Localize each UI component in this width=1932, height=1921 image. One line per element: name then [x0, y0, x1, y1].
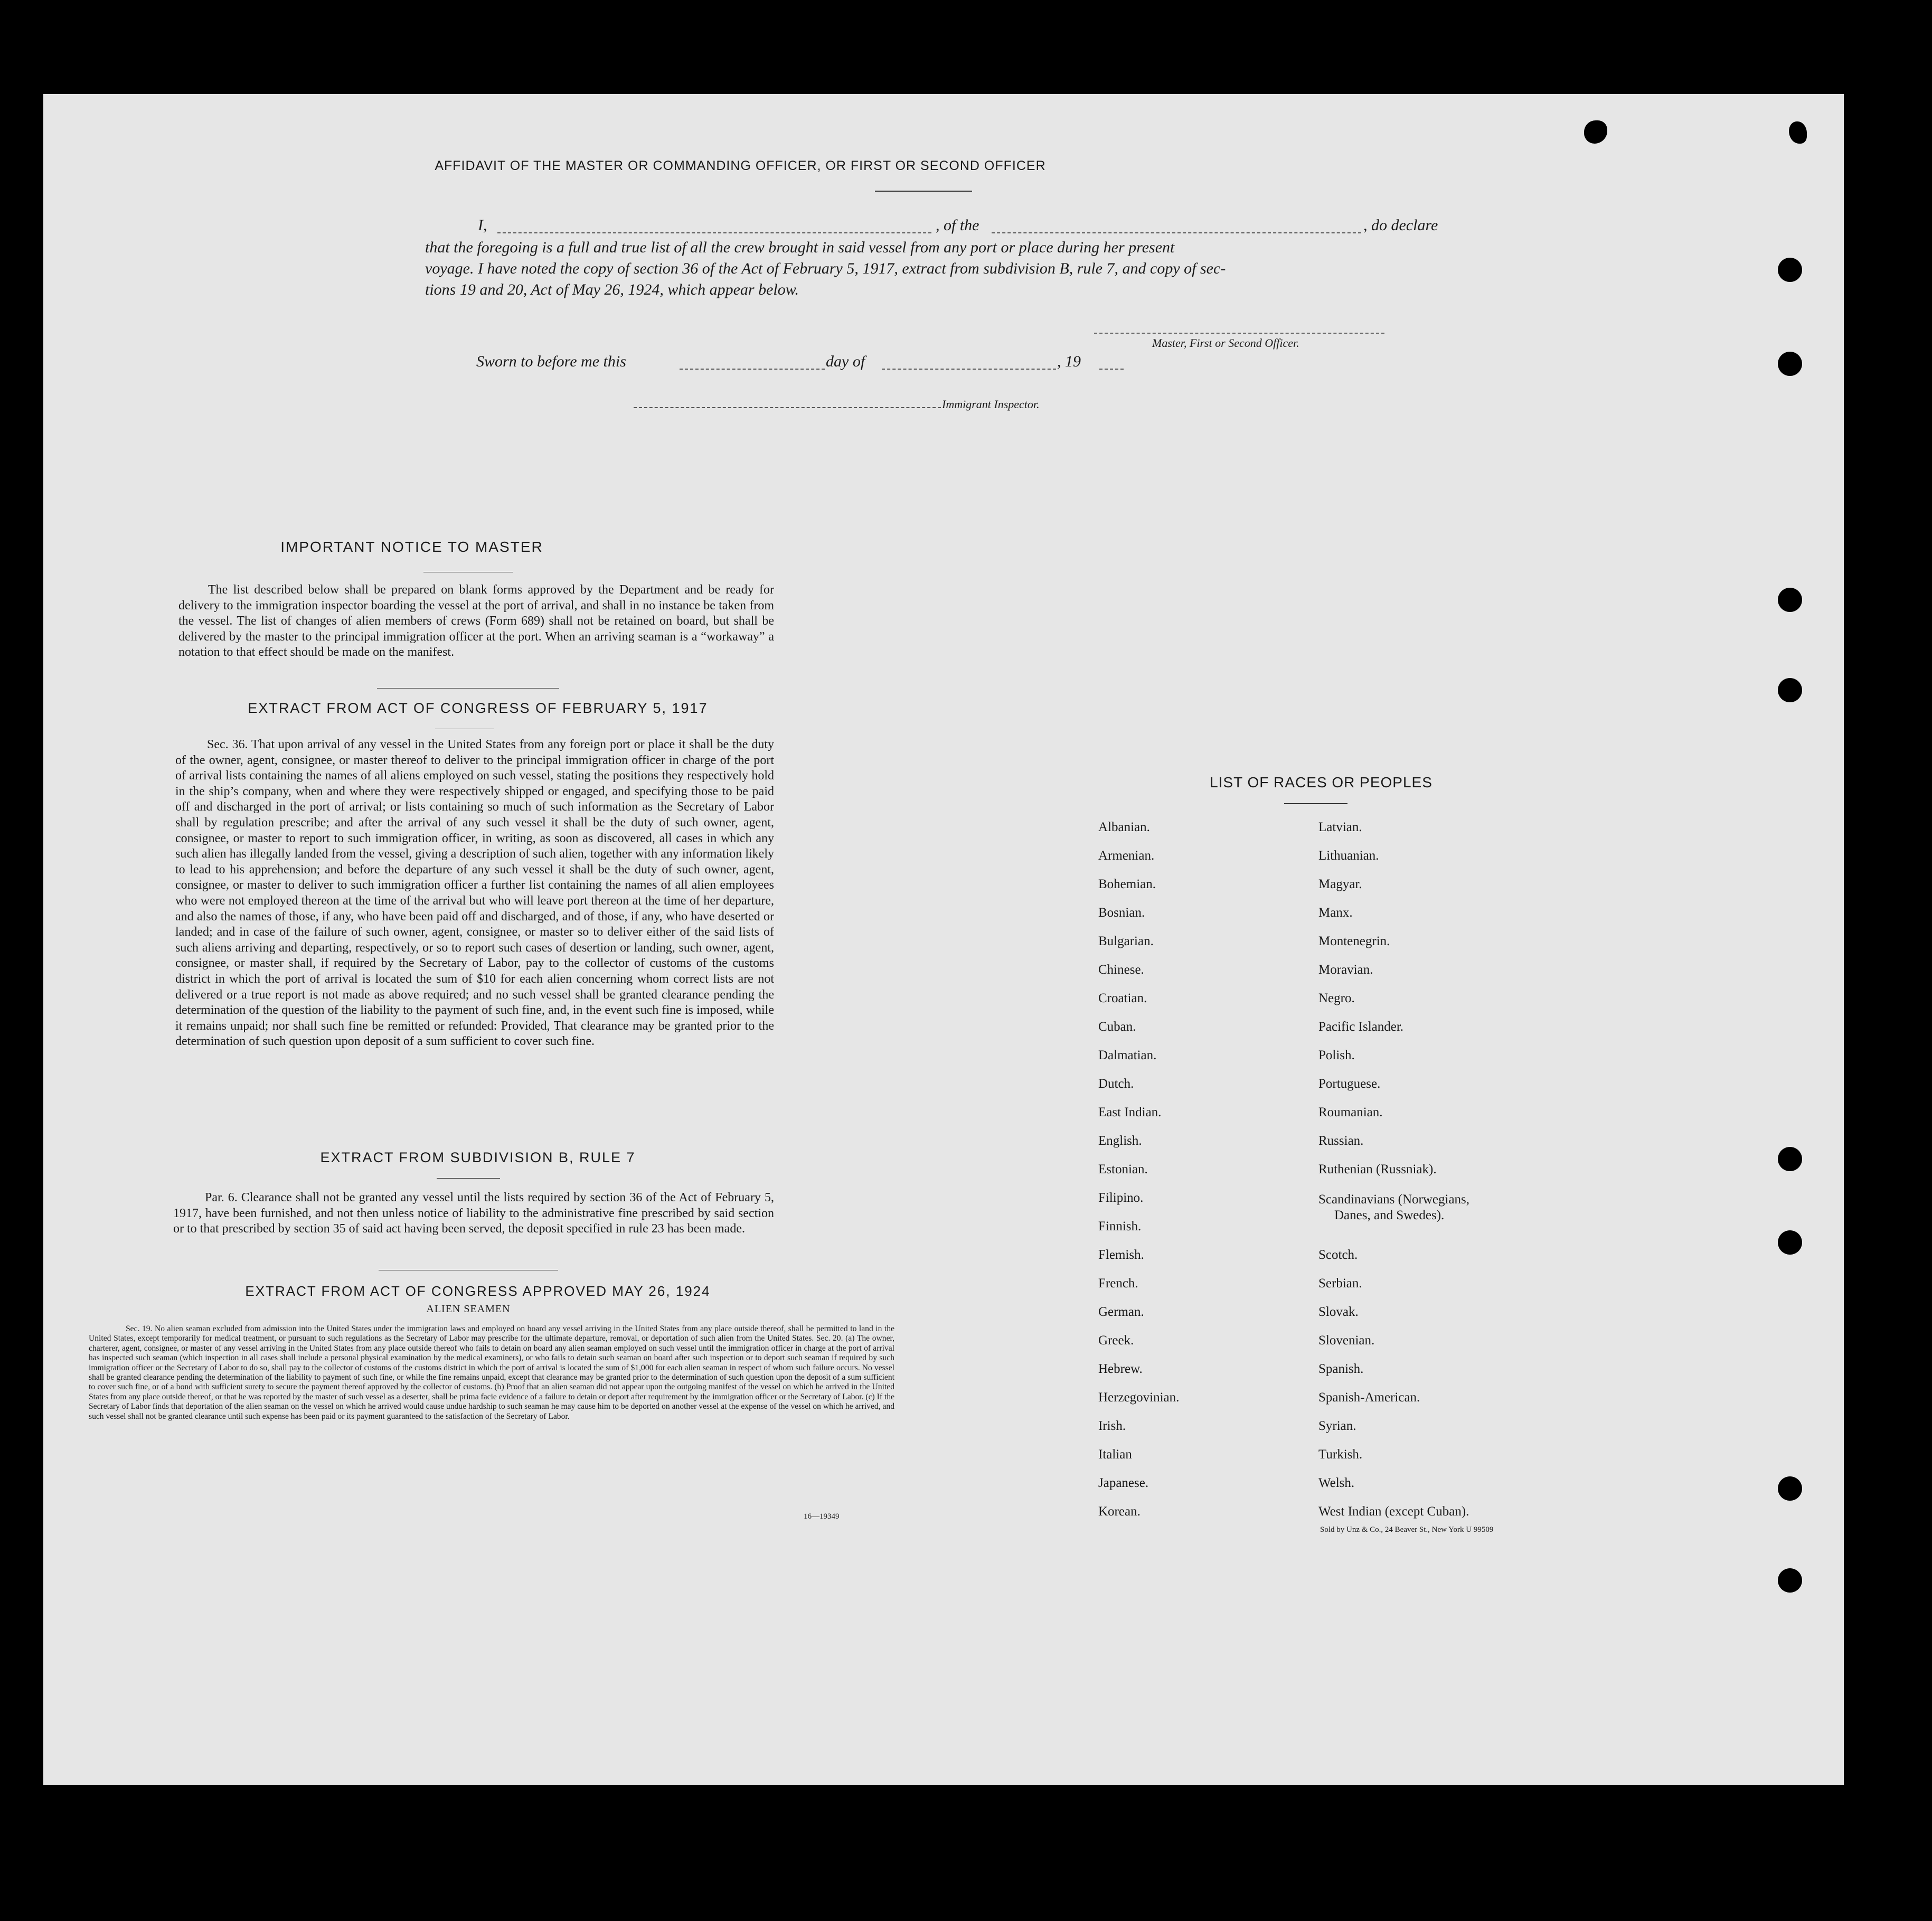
race-item: East Indian.: [1098, 1105, 1162, 1119]
race-item: Latvian.: [1318, 820, 1362, 834]
race-item: French.: [1098, 1276, 1138, 1291]
race-item: Lithuanian.: [1318, 849, 1379, 863]
race-item: Hebrew.: [1098, 1362, 1143, 1376]
race-item: Montenegrin.: [1318, 934, 1390, 948]
extract-rule7-text: Par. 6. Clearance shall not be granted any vessel until the lists required by section 36 of the Act of February 5, 1917, have been furnished, and not then unless notice of liability to the administrative fine prescribed by said section or to that prescribed by section 35 of said act having been served, the deposit specified in rule 23 has been made.: [173, 1191, 774, 1236]
race-item: Albanian.: [1098, 820, 1150, 834]
race-item: Flemish.: [1098, 1248, 1144, 1262]
title-rule: [875, 191, 972, 192]
punch-hole: [1778, 258, 1802, 282]
race-item: Armenian.: [1098, 849, 1155, 863]
name-blank[interactable]: [497, 232, 931, 233]
race-item: Dalmatian.: [1098, 1048, 1157, 1062]
race-item: Syrian.: [1318, 1419, 1356, 1433]
race-item: Slovak.: [1318, 1305, 1359, 1319]
race-item: Moravian.: [1318, 963, 1373, 977]
extract-1924-title: EXTRACT FROM ACT OF CONGRESS APPROVED MAY 26, 1924: [245, 1283, 711, 1299]
race-item: Roumanian.: [1318, 1105, 1383, 1119]
race-item: German.: [1098, 1305, 1144, 1319]
race-item: Dutch.: [1098, 1077, 1134, 1091]
race-item: Filipino.: [1098, 1191, 1144, 1205]
race-item: Irish.: [1098, 1419, 1126, 1433]
affidavit-line-4: tions 19 and 20, Act of May 26, 1924, which appear below.: [425, 281, 799, 298]
race-item: Scotch.: [1318, 1248, 1358, 1262]
race-item: Slovenian.: [1318, 1333, 1375, 1348]
affidavit-line-3: voyage. I have noted the copy of section 36 of the Act of February 5, 1917, extract from subdivision B, rule 7, and copy of sec-: [425, 260, 1226, 277]
races-rule: [1284, 803, 1347, 804]
punch-hole: [1778, 1568, 1802, 1593]
race-item: Japanese.: [1098, 1476, 1149, 1490]
race-item: Cuban.: [1098, 1020, 1136, 1034]
document-page: [43, 94, 1844, 1785]
notice-title: IMPORTANT NOTICE TO MASTER: [280, 539, 543, 555]
race-item: Estonian.: [1098, 1162, 1148, 1176]
punch-hole: [1778, 1147, 1802, 1171]
sworn-year-blank[interactable]: [1099, 369, 1124, 370]
race-item: Herzegovinian.: [1098, 1390, 1180, 1405]
race-item: Pacific Islander.: [1318, 1020, 1404, 1034]
inspector-caption: Immigrant Inspector.: [942, 398, 1040, 411]
race-item: Croatian.: [1098, 991, 1147, 1005]
form-number: 16—19349: [804, 1512, 840, 1521]
race-item: Bohemian.: [1098, 877, 1156, 891]
race-item: Korean.: [1098, 1504, 1141, 1519]
race-item: Magyar.: [1318, 877, 1362, 891]
race-item: Ruthenian (Russniak).: [1318, 1162, 1437, 1176]
affidavit-i-label: I,: [478, 216, 487, 234]
race-item: Finnish.: [1098, 1219, 1142, 1233]
separator-1: [377, 688, 559, 689]
day-of-label: day of: [826, 353, 865, 370]
race-item: Spanish-American.: [1318, 1390, 1420, 1405]
signature-blank[interactable]: [1094, 333, 1384, 334]
inspector-blank[interactable]: [634, 407, 941, 408]
sworn-month-blank[interactable]: [882, 369, 1056, 370]
sworn-day-blank[interactable]: [680, 369, 825, 370]
affidavit-declare-label: , do declare: [1363, 216, 1438, 234]
ink-blot-mark: [1789, 121, 1807, 144]
race-item: English.: [1098, 1134, 1142, 1148]
signature-caption: Master, First or Second Officer.: [1152, 336, 1299, 350]
race-item: Turkish.: [1318, 1447, 1363, 1462]
notice-text: The list described below shall be prepared on blank forms approved by the Department and be ready for delivery to the immigration inspector boarding the vessel at the port of arrival, and shall in no instance be taken from the vessel. The list of changes of alien members of crews (Form 689) shall not be retained on board, but shall be delivered by the master to the principal immigration officer at the port. When an arriving seaman is a “workaway” a notation to that effect should be made on the manifest.: [178, 583, 774, 660]
extract-1917-title: EXTRACT FROM ACT OF CONGRESS OF FEBRUARY 5, 1917: [248, 700, 708, 716]
race-item: West Indian (except Cuban).: [1318, 1504, 1469, 1519]
race-item: Italian: [1098, 1447, 1132, 1462]
extract-rule7-title: EXTRACT FROM SUBDIVISION B, RULE 7: [320, 1150, 636, 1165]
affidavit-title: AFFIDAVIT OF THE MASTER OR COMMANDING OFFICER, OR FIRST OR SECOND OFFICER: [435, 158, 1046, 173]
sworn-label: Sworn to before me this: [476, 353, 626, 370]
race-item: Negro.: [1318, 991, 1355, 1005]
race-item: Greek.: [1098, 1333, 1134, 1348]
race-item: Chinese.: [1098, 963, 1144, 977]
affidavit-line-2: that the foregoing is a full and true list of all the crew brought in said vessel from any port or place during her present: [425, 239, 1175, 256]
race-item: Manx.: [1318, 906, 1353, 920]
extract-1924-text: Sec. 19. No alien seaman excluded from admission into the United States under the immigration laws and employed on board any vessel arriving in the United States from any place outside thereof, shall be permitted to land in the United States, except temporarily for medical treatment, or pursuant to such regulations as the Secretary of Labor may prescribe for the ultimate departure, removal, or deportation of such alien from the United States. Sec. 20. (a) The owner, charterer, agent, consignee, or master of any vessel arriving in the United States from any place outside thereof who fails to detain on board any alien seaman employed on such vessel until the immigration officer in charge at the port of arrival has inspected such seaman (which inspection in all cases shall include a personal physical examination by the medical examiners), or who fails to detain such seaman on board after such inspection or to deport such seaman if required by such immigration officer or the Secretary of Labor to do so, shall pay to the collector of customs of the customs district in which the port of arrival is located the sum of $1,000 for each alien seaman in respect of whom such failure occurs. No vessel shall be granted clearance pending the determination of the liability to payment of such fine, or while the fine remains unpaid, except that clearance may be granted prior to the determination of such question upon the deposit of a sum sufficient to cover such fine, or of a bond with sufficient surety to secure the payment thereof approved by the collector of customs. (b) Proof that an alien seaman did not appear upon the outgoing manifest of the vessel on which he arrived in the United States from any place outside thereof, or that he was reported by the master of such vessel as a deserter, shall be prima facie evidence of a failure to detain or deport after requirement by the immigration officer or the Secretary of Labor. (c) If the Secretary of Labor finds that deportation of the alien seaman on the vessel on which he arrived would cause undue hardship to such seaman he may cause him to be deported on another vessel at the expense of the vessel on which he arrived, and such vessel shall not be granted clearance until such expense has been paid or its payment guaranteed to the satisfaction of the Secretary of Labor.: [89, 1324, 894, 1421]
race-item: Russian.: [1318, 1134, 1364, 1148]
race-item: Bulgarian.: [1098, 934, 1154, 948]
punch-hole: [1778, 1230, 1802, 1255]
year-label: , 19: [1057, 353, 1081, 370]
vessel-blank[interactable]: [992, 232, 1361, 233]
race-item: Portuguese.: [1318, 1077, 1381, 1091]
punch-hole: [1778, 588, 1802, 612]
race-item: Scandinavians (Norwegians,: [1318, 1192, 1470, 1207]
extract-1924-subtitle: ALIEN SEAMEN: [426, 1303, 511, 1315]
race-item: Bosnian.: [1098, 906, 1145, 920]
race-item: Danes, and Swedes).: [1334, 1208, 1445, 1222]
ink-blot-mark: [1584, 120, 1607, 144]
extract-rule7-rule: [437, 1178, 500, 1179]
punch-hole: [1778, 352, 1802, 376]
race-item: Polish.: [1318, 1048, 1355, 1062]
race-item: Spanish.: [1318, 1362, 1364, 1376]
affidavit-of-the-label: , of the: [936, 216, 979, 234]
race-item: Welsh.: [1318, 1476, 1355, 1490]
race-item: Serbian.: [1318, 1276, 1362, 1291]
extract-1917-text: Sec. 36. That upon arrival of any vessel in the United States from any foreign port or place it shall be the duty of the owner, agent, consignee, or master thereof to deliver to the principal immigration officer in charge of the port of arrival lists containing the names of all aliens employed on such vessel, stating the positions they respectively hold in the ship’s company, when and where they were respectively shipped or engaged, and specifying those to be paid off and discharged in the port of arrival; or lists containing so much of such information as the Secretary of Labor shall by regulation prescribe; and after the arrival of any such vessel it shall be the duty of such owner, agent, consignee, or master to report to such immigration officer, in writing, as soon as discovered, all cases in which any such alien has illegally landed from the vessel, giving a description of such alien, together with any information likely to lead to his apprehension; and before the departure of any such vessel it shall be the duty of such owner, agent, consignee, or master to deliver to such immigration officer a further list containing the names of all alien employees who were not employed thereon at the time of the arrival but who will leave port thereon at the time of her departure, and also the names of those, if any, who have been paid off and discharged, and of those, if any, who have deserted or landed; and in case of the failure of such owner, agent, consignee, or master so to deliver either of the said lists of such aliens arriving and departing, respectively, or so to report such cases of desertion or landing, such owner, agent, consignee, or master shall, if required by the Secretary of Labor, pay to the collector of customs of the customs district in which the port of arrival is located the sum of $10 for each alien concerning whom correct lists are not delivered or a true report is not made as above required; and no such vessel shall be granted clearance pending the determination of the question of the liability to the payment of such fine, and, in the event such fine is imposed, while it remains unpaid; nor shall such fine be remitted or refunded: Provided, That clearance may be granted prior to the determination of such question upon deposit of a sum sufficient to cover such fine.: [175, 738, 774, 1049]
races-title: LIST OF RACES OR PEOPLES: [1210, 774, 1432, 790]
printer-imprint: Sold by Unz & Co., 24 Beaver St., New York U 99509: [1320, 1526, 1494, 1534]
punch-hole: [1778, 1476, 1802, 1501]
punch-hole: [1778, 678, 1802, 702]
